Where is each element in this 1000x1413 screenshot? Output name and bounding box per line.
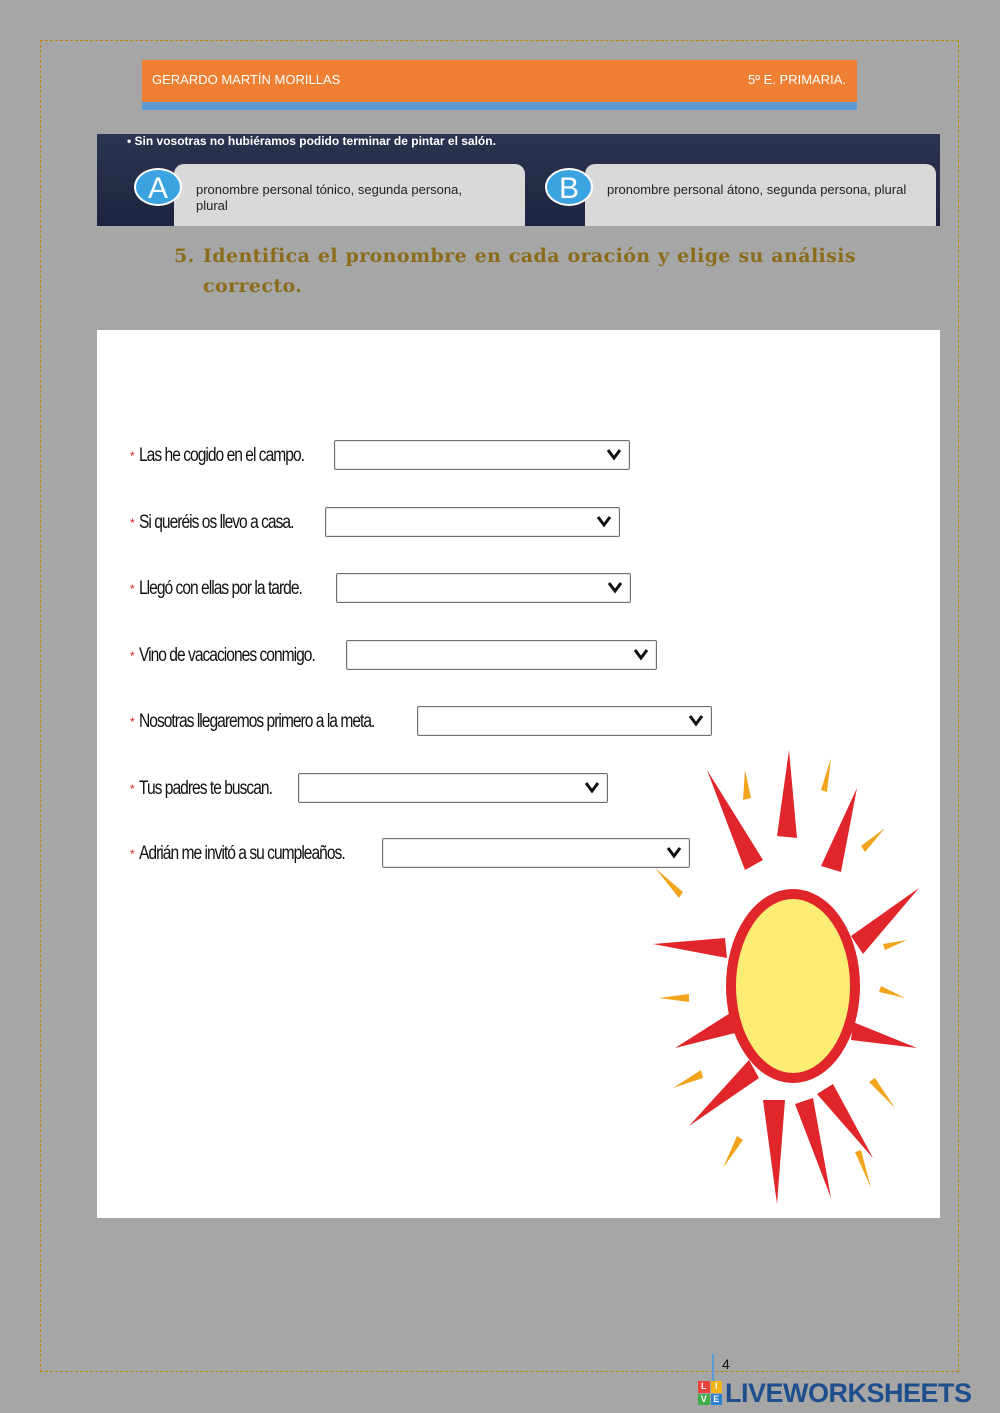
exercise-number: 5.	[174, 245, 195, 267]
question-text: Nosotras llegaremos primero a la meta.	[138, 711, 375, 732]
required-mark: *	[130, 782, 135, 796]
question-text: Las he cogido en el campo.	[138, 445, 304, 466]
question-row-2	[130, 507, 327, 539]
logo-letter: E	[711, 1394, 723, 1406]
exercise-text: Identifica el pronombre en cada oración y elige su análisis correcto.	[203, 245, 856, 297]
logo-letter: I	[711, 1381, 723, 1393]
option-card-b	[585, 164, 936, 226]
logo-letter: V	[698, 1394, 710, 1406]
chevron-down-icon	[584, 779, 600, 795]
chevron-down-icon	[607, 579, 623, 595]
question-row-1	[130, 440, 340, 472]
answer-select-1[interactable]	[334, 440, 630, 470]
liveworksheets-logo-icon	[698, 1381, 722, 1405]
option-b-badge: B	[545, 168, 593, 206]
quiz-question: • Sin vosotras no hubiéramos podido terminar de pintar el salón.	[127, 134, 496, 148]
required-mark: *	[130, 847, 135, 861]
liveworksheets-logo	[698, 1376, 972, 1410]
question-text: Si queréis os llevo a casa.	[138, 512, 294, 533]
chevron-down-icon	[688, 712, 704, 728]
question-row-6	[130, 773, 301, 805]
answer-select-7[interactable]	[382, 838, 690, 868]
required-mark: *	[130, 449, 135, 463]
option-a-text: pronombre personal tónico, segunda persona, plural	[196, 182, 462, 213]
required-mark: *	[130, 715, 135, 729]
header-underline	[142, 102, 857, 110]
chevron-down-icon	[596, 513, 612, 529]
header-author: GERARDO MARTÍN MORILLAS	[152, 72, 341, 87]
page-number: 4	[722, 1356, 730, 1372]
quiz-strip-image	[97, 134, 940, 226]
liveworksheets-wordmark: LIVEWORKSHEETS	[725, 1377, 972, 1408]
chevron-down-icon	[633, 646, 649, 662]
question-row-7	[130, 838, 390, 870]
option-card-a	[174, 164, 525, 226]
answer-select-4[interactable]	[346, 640, 657, 670]
option-a-badge: A	[134, 168, 182, 206]
answer-select-2[interactable]	[325, 507, 620, 537]
question-text: Vino de vacaciones conmigo.	[138, 645, 315, 666]
answer-select-5[interactable]	[417, 706, 712, 736]
question-text: Tus padres te buscan.	[138, 778, 272, 799]
exercise-instruction	[174, 241, 856, 301]
required-mark: *	[130, 516, 135, 530]
required-mark: *	[130, 649, 135, 663]
sun-body	[731, 894, 855, 1078]
option-b-text: pronombre personal átono, segunda persona, plural	[607, 182, 907, 197]
header-grade: 5º E. PRIMARIA.	[748, 72, 846, 87]
question-text: Llegó con ellas por la tarde.	[138, 578, 302, 599]
question-row-3	[130, 573, 337, 605]
chevron-down-icon	[606, 446, 622, 462]
question-row-4	[130, 640, 353, 672]
sun-illustration	[645, 748, 925, 1208]
answer-select-3[interactable]	[336, 573, 631, 603]
question-text: Adrián me invitó a su cumpleaños.	[138, 843, 345, 864]
answer-select-6[interactable]	[298, 773, 608, 803]
question-row-5	[130, 706, 426, 738]
required-mark: *	[130, 582, 135, 596]
logo-letter: L	[698, 1381, 710, 1393]
